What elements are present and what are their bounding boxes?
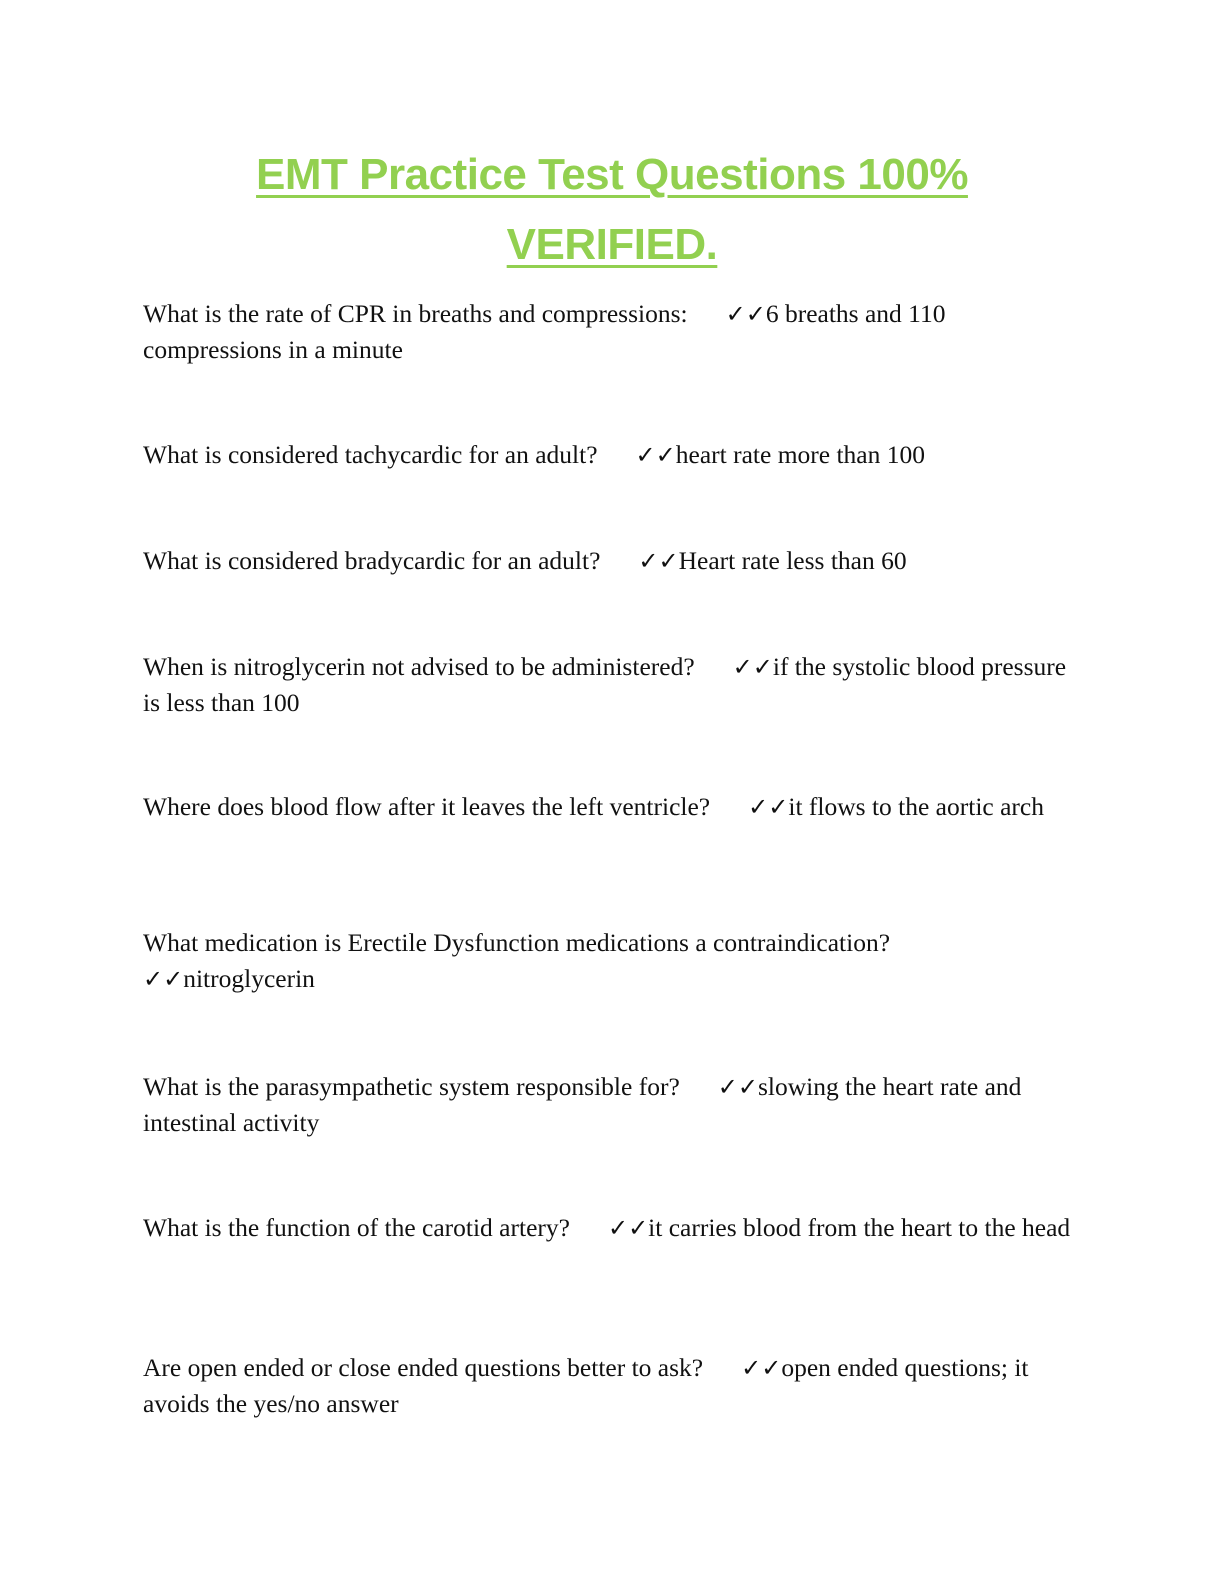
question-text: What is the rate of CPR in breaths and compressions: — [143, 299, 688, 328]
qa-item — [143, 296, 1073, 368]
question-text: When is nitroglycerin not advised to be administered? — [143, 652, 695, 681]
answer-text: Heart rate less than 60 — [678, 546, 907, 575]
qa-item — [143, 1350, 1073, 1422]
question-text: What is considered tachycardic for an adult? — [143, 440, 598, 469]
answer-text: it flows to the aortic arch — [788, 792, 1044, 821]
qa-item — [143, 437, 1073, 473]
check-icon: ✓✓ — [607, 1214, 649, 1242]
question-text: What is the function of the carotid artery? — [143, 1213, 570, 1242]
answer-text: open ended questions; it avoids the yes/no answer — [143, 1353, 1029, 1418]
question-text: What is considered bradycardic for an adult? — [143, 546, 601, 575]
check-icon: ✓✓ — [748, 793, 789, 821]
question-text: What medication is Erectile Dysfunction medications a contraindication? — [143, 928, 891, 957]
check-icon: ✓✓ — [741, 1354, 782, 1382]
answer-text: heart rate more than 100 — [675, 440, 925, 469]
answer-text: if the systolic blood pressure is less than 100 — [143, 652, 1067, 717]
qa-item — [143, 789, 1073, 825]
qa-item — [143, 1069, 1073, 1141]
check-icon: ✓✓ — [725, 300, 766, 328]
qa-item — [143, 1210, 1073, 1246]
check-icon: ✓✓ — [143, 965, 184, 993]
title-line-2: VERIFIED. — [506, 220, 718, 269]
answer-text: slowing the heart rate and intestinal activity — [143, 1072, 1022, 1137]
qa-item — [143, 649, 1073, 721]
qa-item — [143, 543, 1073, 579]
qa-item — [143, 925, 1073, 997]
question-text: Are open ended or close ended questions better to ask? — [143, 1353, 704, 1382]
answer-text: it carries blood from the heart to the head — [648, 1213, 1071, 1242]
question-text: What is the parasympathetic system responsible for? — [143, 1072, 680, 1101]
answer-text: 6 breaths and 110 compressions in a minute — [143, 299, 946, 364]
check-icon: ✓✓ — [635, 441, 676, 469]
answer-text: nitroglycerin — [183, 964, 315, 993]
title-line-1: EMT Practice Test Questions 100% — [256, 150, 968, 199]
check-icon: ✓✓ — [732, 653, 773, 681]
check-icon: ✓✓ — [638, 547, 679, 575]
check-icon: ✓✓ — [717, 1073, 758, 1101]
question-text: Where does blood flow after it leaves the left ventricle? — [143, 792, 711, 821]
